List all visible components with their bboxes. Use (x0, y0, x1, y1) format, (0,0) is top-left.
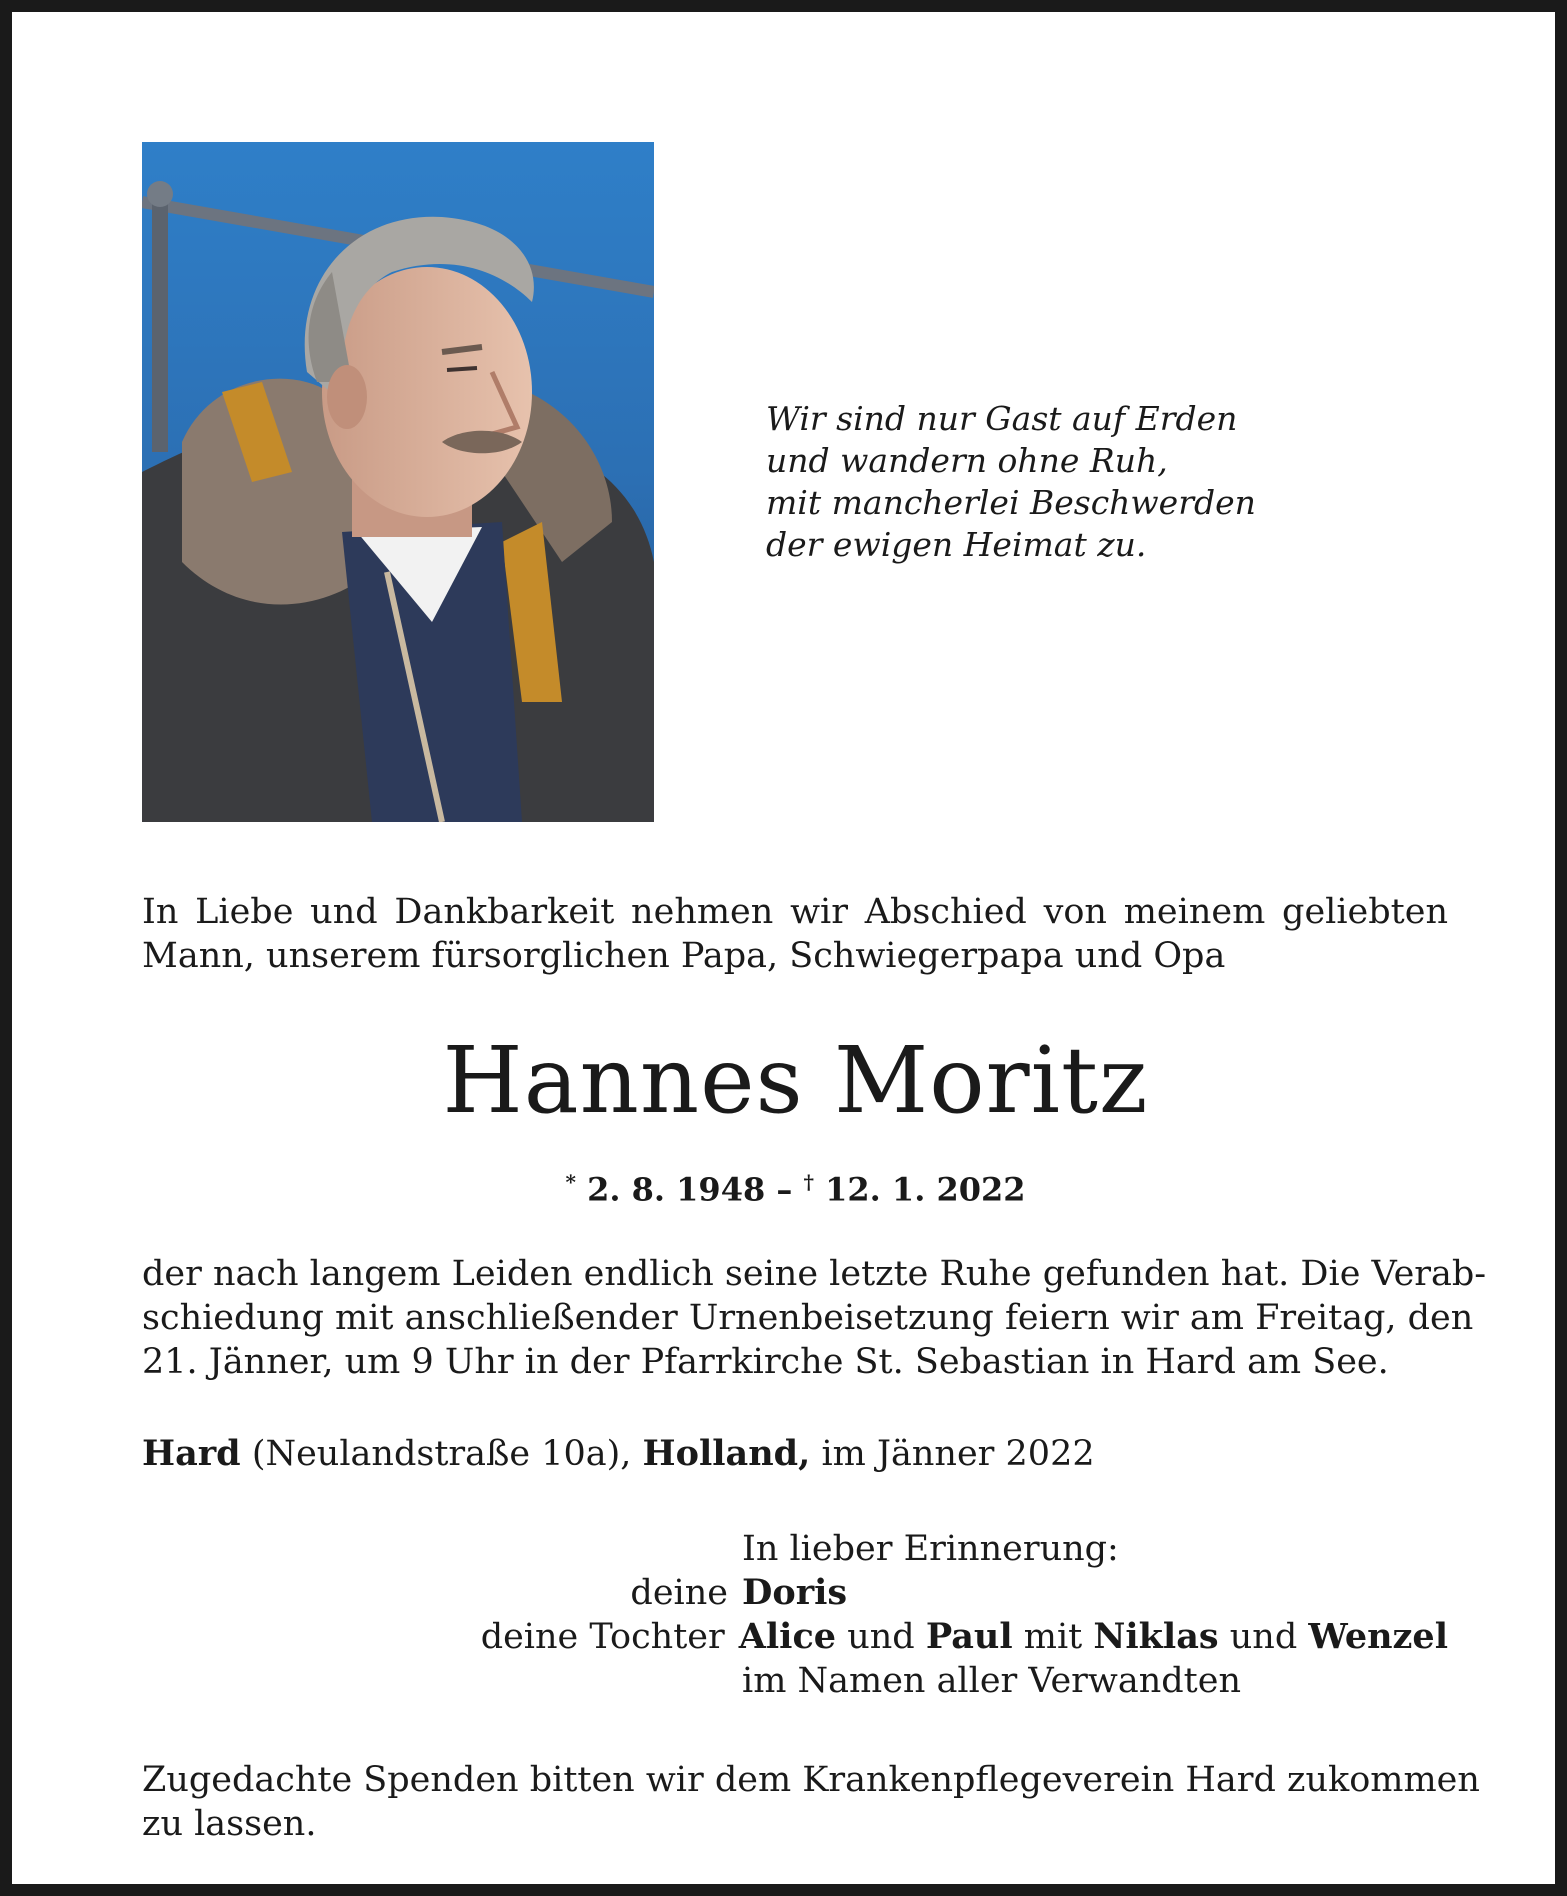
address: (Neulandstraße 10a), (251, 1434, 632, 1474)
death-symbol: † (803, 1170, 814, 1194)
memory-relatives-row (142, 1659, 1448, 1703)
partner-name: Paul (925, 1616, 1013, 1657)
memory-heading-row (142, 1527, 1448, 1571)
portrait-photo (142, 142, 654, 822)
memory-daughter-row (142, 1615, 1448, 1659)
memory-wife-row (142, 1571, 1448, 1615)
poem-line: mit mancherlei Beschwerden (766, 483, 1256, 522)
date: im Jänner 2022 (821, 1434, 1095, 1474)
intro-line: Mann, unserem fürsorglichen Papa, Schwiegerpapa und Opa (142, 936, 1226, 976)
portrait-illustration (142, 142, 654, 822)
donation-line: zu lassen. (142, 1804, 317, 1844)
relatives-line: im Namen aller Verwandten (742, 1661, 1241, 1701)
preposition: mit (1023, 1617, 1083, 1657)
announcement-text (142, 1252, 1487, 1384)
date-separator: – (776, 1170, 793, 1209)
poem-line: der ewigen Heimat zu. (766, 525, 1147, 564)
donation-note (142, 1758, 1480, 1846)
poem (766, 398, 1256, 566)
poem-line: und wandern ohne Ruh, (766, 441, 1168, 480)
memory-block (142, 1527, 1448, 1703)
announcement-line: schiedung mit anschließender Urnenbeisetzung feiern wir am Freitag, den (142, 1298, 1474, 1338)
intro-line: In Liebe und Dankbarkeit nehmen wir Abschied von meinem geliebten (142, 892, 1448, 932)
country: Holland, (642, 1433, 811, 1474)
daughter-label: deine Tochter (480, 1617, 725, 1657)
grandchild-name: Niklas (1093, 1616, 1219, 1657)
conjunction: und (1229, 1617, 1298, 1657)
birth-symbol: * (565, 1170, 576, 1194)
town: Hard (142, 1433, 241, 1474)
daughter-name: Alice (738, 1616, 837, 1657)
wife-name: Doris (742, 1572, 848, 1613)
donation-line: Zugedachte Spenden bitten wir dem Krankenpflegeverein Hard zukommen (142, 1760, 1480, 1800)
grandchild-name: Wenzel (1308, 1616, 1448, 1657)
announcement-line: der nach langem Leiden endlich seine letzte Ruhe gefunden hat. Die Verab- (142, 1254, 1487, 1294)
birth-date: 2. 8. 1948 (587, 1170, 766, 1209)
death-date: 12. 1. 2022 (825, 1170, 1026, 1209)
intro-text (142, 890, 1448, 978)
poem-line: Wir sind nur Gast auf Erden (766, 399, 1238, 438)
announcement-line: 21. Jänner, um 9 Uhr in der Pfarrkirche St. Sebastian in Hard am See. (142, 1342, 1389, 1382)
wife-label: deine (630, 1573, 728, 1613)
deceased-name: Hannes Moritz (442, 1027, 1149, 1134)
life-dates (12, 1162, 1567, 1210)
conjunction: und (847, 1617, 915, 1657)
memory-heading: In lieber Erinnerung: (742, 1529, 1119, 1569)
place-and-date (142, 1432, 1095, 1476)
